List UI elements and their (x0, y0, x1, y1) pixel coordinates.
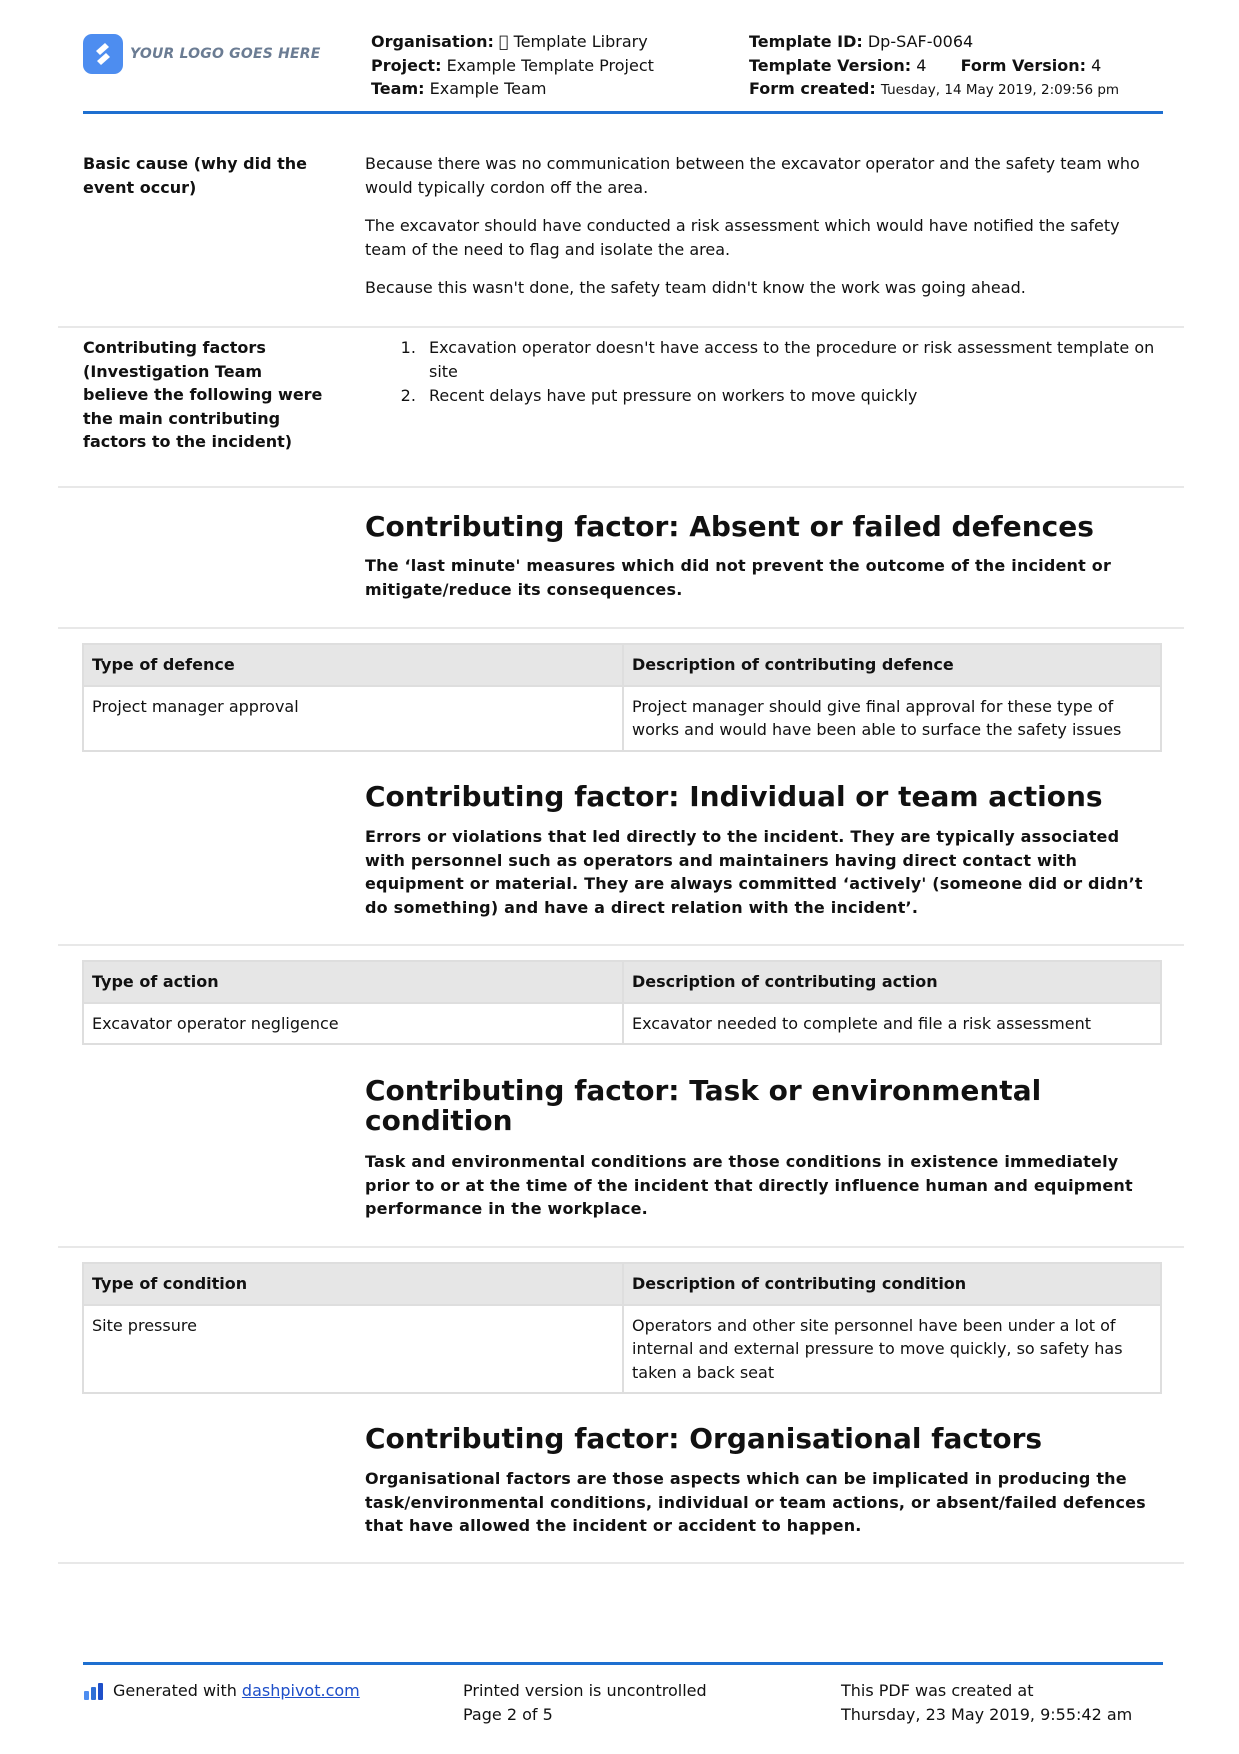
table-header-row (83, 961, 1161, 1003)
pdf-created-value: Thursday, 23 May 2019, 9:55:42 am (841, 1705, 1133, 1724)
section-title: Contributing factor: Individual or team actions (365, 780, 1103, 813)
dashpivot-link[interactable]: dashpivot.com (241, 1681, 360, 1700)
basic-cause-paragraph: The excavator should have conducted a risk assessment which would have notified the safety team of the need to flag and isolate the area. (365, 216, 1120, 259)
section-title: Contributing factor: Organisational factors (365, 1422, 1043, 1455)
table-row (83, 686, 1161, 751)
table-cell: Site pressure (83, 1305, 623, 1394)
project-value: Example Template Project (446, 55, 654, 75)
divider (58, 1246, 1184, 1248)
table-row (83, 1305, 1161, 1394)
contributing-factors-row (58, 328, 1184, 488)
form-version-label: Form Version: (960, 55, 1087, 75)
project-label: Project: (371, 55, 442, 75)
column-header: Type of action (83, 961, 623, 1003)
action-table (82, 960, 1162, 1045)
divider (58, 944, 1184, 946)
column-header: Type of defence (83, 644, 623, 686)
dashpivot-icon (83, 1682, 105, 1700)
section-description: The ‘last minute' measures which did not prevent the outcome of the incident or mitigate/reduce its consequences. (365, 556, 1112, 599)
company-logo (83, 34, 321, 74)
table-header-row (83, 1263, 1161, 1305)
logo-icon (83, 34, 123, 74)
page-number: Page 2 of 5 (463, 1705, 553, 1724)
form-version-value: 4 (1091, 55, 1102, 75)
column-header: Description of contributing condition (623, 1263, 1161, 1305)
table-row (83, 1003, 1161, 1045)
team-value: Example Team (429, 79, 547, 98)
org-label: Organisation: (371, 32, 494, 51)
template-id-label: Template ID: (749, 32, 863, 51)
template-id-value: Dp-SAF-0064 (867, 32, 974, 51)
org-value: Template Library (498, 32, 633, 51)
table-cell: Project manager should give final approval for these type of works and would have been able to surface the safety issues (623, 686, 1161, 751)
template-version-value: 4 (916, 55, 927, 75)
pdf-created-label: This PDF was created at (841, 1681, 1034, 1700)
header-org-block (371, 30, 654, 101)
table-cell: Project manager approval (83, 686, 623, 751)
section-title: Contributing factor: Task or environmental condition (365, 1074, 1042, 1137)
page-footer (83, 1662, 1163, 1724)
condition-table (82, 1262, 1162, 1394)
basic-cause-row (58, 140, 1184, 328)
logo-text: YOUR LOGO GOES HERE (130, 46, 321, 62)
team-label: Team: (371, 79, 425, 98)
section-description: Organisational factors are those aspects which can be implicated in producing the task/environmental conditions, individual or team actions, or absent/failed defences that have allowed the incident or accident to happen. (365, 1469, 1146, 1535)
divider (58, 1562, 1184, 1564)
basic-cause-text (365, 152, 1165, 314)
form-created-value: Tuesday, 14 May 2019, 2:09:56 pm (880, 82, 1120, 98)
column-header: Description of contributing defence (623, 644, 1161, 686)
page-header (83, 0, 1163, 114)
defence-table (82, 643, 1162, 752)
basic-cause-paragraph: Because this wasn't done, the safety team didn't know the work was going ahead. (365, 278, 1026, 297)
form-created-label: Form created: (749, 79, 876, 98)
uncontrolled-note: Printed version is uncontrolled (463, 1681, 707, 1700)
template-version-label: Template Version: (749, 55, 912, 75)
basic-cause-label: Basic cause (why did the event occur) (83, 154, 308, 197)
column-header: Type of condition (83, 1263, 623, 1305)
divider (58, 627, 1184, 629)
generated-with (83, 1679, 360, 1703)
print-status (463, 1679, 707, 1727)
contributing-factors-list (365, 336, 1165, 408)
section-description: Task and environmental conditions are those conditions in existence immediately prior to or at the time of the incident that directly influence human and equipment performance in the workplace. (365, 1152, 1133, 1218)
table-cell: Excavator operator negligence (83, 1003, 623, 1045)
generated-prefix: Generated with (113, 1681, 237, 1700)
contributing-factors-label: Contributing factors (Investigation Team believe the following were the main contributing factors to the incident) (83, 338, 323, 451)
table-header-row (83, 644, 1161, 686)
list-item: 2. Recent delays have put pressure on workers to move quickly (421, 384, 1165, 408)
table-cell: Excavator needed to complete and file a risk assessment (623, 1003, 1161, 1045)
header-template-block (749, 30, 1119, 103)
pdf-created (841, 1679, 1132, 1727)
list-item: 1. Excavation operator doesn't have access to the procedure or risk assessment template on site (421, 336, 1165, 384)
column-header: Description of contributing action (623, 961, 1161, 1003)
table-cell: Operators and other site personnel have been under a lot of internal and external pressure to move quickly, so safety has taken a back seat (623, 1305, 1161, 1394)
section-title: Contributing factor: Absent or failed defences (365, 510, 1094, 543)
basic-cause-paragraph: Because there was no communication between the excavator operator and the safety team who would typically cordon off the area. (365, 154, 1140, 197)
section-description: Errors or violations that led directly to the incident. They are typically associated with personnel such as operators and maintainers having direct contact with equipment or material. They are always committed ‘actively' (someone did or didn’t do something) and have a direct relation with the incident’. (365, 827, 1143, 917)
